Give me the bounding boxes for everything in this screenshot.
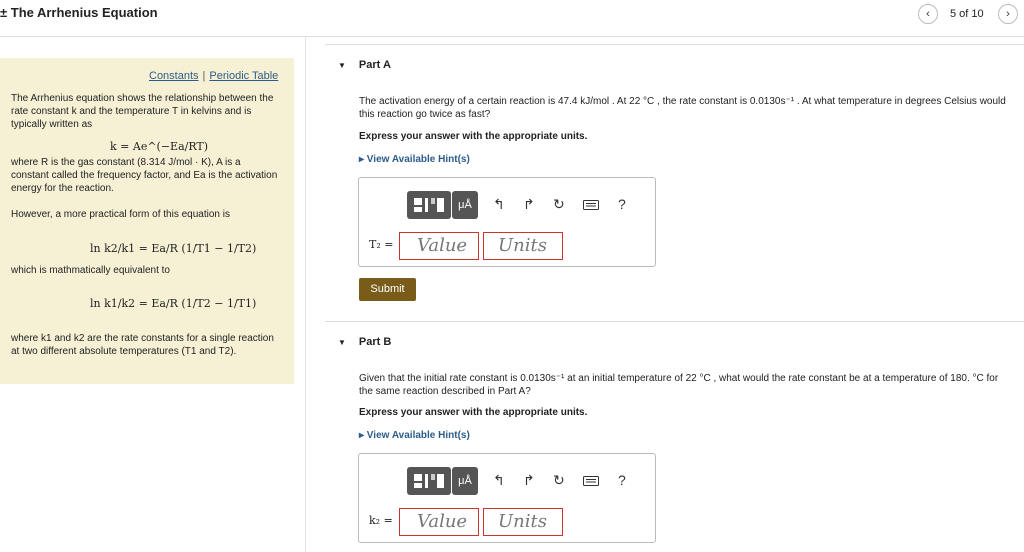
part-a-label: Part A [358, 59, 391, 71]
part-a-value-input[interactable]: Value [399, 232, 479, 260]
info-sidebar [0, 58, 294, 384]
part-a-hint-link[interactable]: ▸ View Available Hint(s) [359, 154, 470, 165]
part-b-divider [325, 321, 1024, 322]
however-text: However, a more practical form of this equation is [11, 209, 230, 220]
equivalent-equation: ln k1/k2 = Ea/R (1/T2 − 1/T1) [90, 297, 257, 310]
units-button[interactable]: μÅ [452, 467, 478, 495]
main-divider [305, 37, 306, 552]
equivalent-text: which is mathmatically equivalent to [11, 265, 170, 276]
keyboard-icon[interactable] [583, 474, 599, 490]
intro-text: The Arrhenius equation shows the relationship between the rate constant k and the temperature T in kelvins and is typically written as [11, 93, 274, 130]
part-a-units-input[interactable]: Units [483, 232, 563, 260]
part-b-answer-box [358, 453, 656, 543]
redo-icon[interactable]: ↱ [523, 472, 535, 488]
collapse-triangle-icon: ▼ [338, 61, 346, 70]
redo-icon[interactable]: ↱ [523, 196, 535, 212]
collapse-triangle-icon: ▼ [338, 338, 346, 347]
part-b-value-input[interactable]: Value [399, 508, 479, 536]
link-separator: | [202, 70, 206, 82]
part-a-answer-label: T₂ = [369, 238, 394, 251]
next-button[interactable] [998, 4, 1018, 24]
part-a-header[interactable] [338, 59, 391, 71]
part-a-submit-button[interactable]: Submit [359, 278, 416, 301]
undo-icon[interactable]: ↰ [493, 196, 505, 212]
periodic-table-link[interactable]: Periodic Table [209, 70, 279, 82]
part-a-divider [325, 44, 1024, 45]
page-title: ± The Arrhenius Equation [0, 5, 158, 20]
header-divider [0, 36, 1024, 37]
part-b-header[interactable] [338, 336, 391, 348]
constants-link[interactable]: Constants [149, 70, 199, 82]
units-button[interactable]: μÅ [452, 191, 478, 219]
chevron-left-icon: ‹ [926, 8, 930, 20]
page-counter: 5 of 10 [950, 8, 984, 20]
where-text-1: where R is the gas constant (8.314 J/mol · K), A is a constant called the frequency factor, and Ea is the activation energy for the reaction. [11, 157, 278, 194]
templates-button[interactable] [407, 467, 451, 495]
part-b-label: Part B [358, 336, 392, 348]
part-b-question: Given that the initial rate constant is 0.0130s⁻¹ at an initial temperature of 22 °C , what would the rate constant be at a temperature of 180. °C for the same reaction described in Part A? [359, 373, 999, 397]
arrhenius-equation: k = Ae^(−Ea/RT) [110, 140, 209, 153]
part-a-toolbar [403, 190, 633, 220]
templates-icon [407, 191, 451, 219]
part-a-instruction: Express your answer with the appropriate units. [359, 131, 588, 142]
practical-equation: ln k2/k1 = Ea/R (1/T1 − 1/T2) [90, 242, 257, 255]
previous-button[interactable] [918, 4, 938, 24]
part-b-units-input[interactable]: Units [483, 508, 563, 536]
templates-button[interactable] [407, 191, 451, 219]
sidebar-links [149, 70, 278, 82]
reset-icon[interactable]: ↻ [553, 196, 565, 212]
part-b-instruction: Express your answer with the appropriate units. [359, 407, 588, 418]
part-b-answer-label: k₂ = [369, 514, 393, 527]
keyboard-icon[interactable] [583, 198, 599, 214]
header [0, 0, 1024, 30]
help-button[interactable]: ? [618, 196, 626, 212]
chevron-right-icon: › [1006, 8, 1010, 20]
templates-icon [407, 467, 451, 495]
part-b-toolbar [403, 466, 633, 496]
part-b-hint-link[interactable]: ▸ View Available Hint(s) [359, 430, 470, 441]
part-a-question: The activation energy of a certain reaction is 47.4 kJ/mol . At 22 °C , the rate constant is 0.0130s⁻¹ . At what temperature in degrees Celsius would this reaction go twice as fast? [359, 96, 1006, 120]
help-button[interactable]: ? [618, 472, 626, 488]
part-a-answer-box [358, 177, 656, 267]
where-text-2: where k1 and k2 are the rate constants for a single reaction at two different absolute temperatures (T1 and T2). [11, 333, 274, 357]
undo-icon[interactable]: ↰ [493, 472, 505, 488]
reset-icon[interactable]: ↻ [553, 472, 565, 488]
